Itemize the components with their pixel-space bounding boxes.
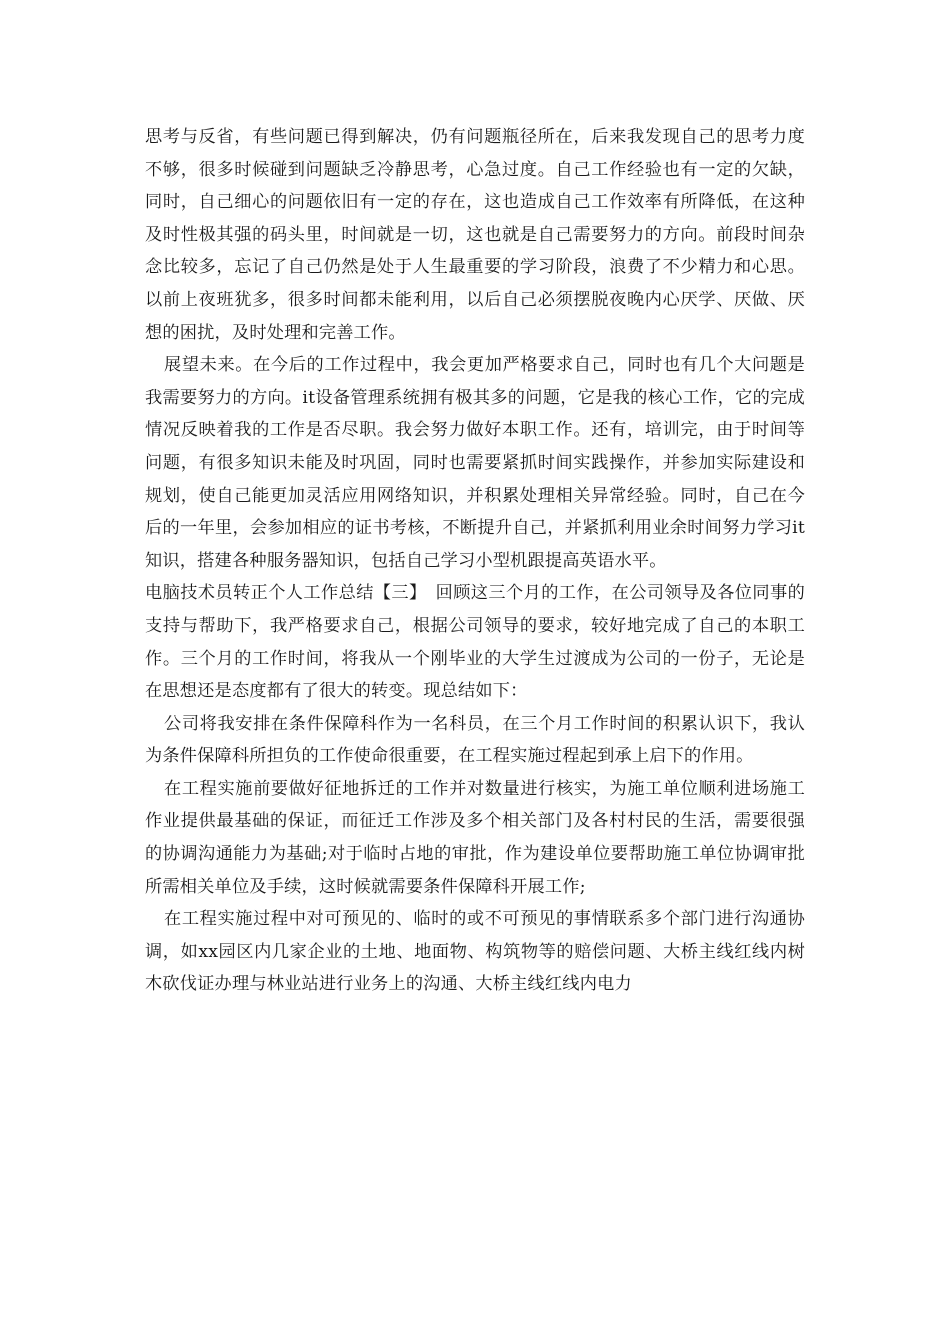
paragraph-assignment (145, 708, 805, 773)
paragraph-text: 在工程实施过程中对可预见的、临时的或不可预见的事情联系多个部门进行沟通协调，如xx园区内几家企业的土地、地面物、构筑物等的赔偿问题、大桥主线红线内树木砍伐证办理与林业站进行业务上的沟通、大桥主线红线内电力 (145, 909, 805, 995)
paragraph-outlook (145, 349, 805, 577)
paragraph-land-acquisition (145, 773, 805, 903)
paragraph-text: 公司将我安排在条件保障科作为一名科员，在三个月工作时间的积累认识下，我认为条件保障科所担负的工作使命很重要，在工程实施过程起到承上启下的作用。 (145, 713, 805, 767)
paragraph-reflection (145, 121, 805, 349)
paragraph-coordination (145, 903, 805, 1001)
paragraph-text: 在工程实施前要做好征地拆迁的工作并对数量进行核实，为施工单位顺利进场施工作业提供最基础的保证，而征迁工作涉及多个相关部门及各村村民的生活，需要很强的协调沟通能力为基础;对于临时占地的审批，作为建设单位要帮助施工单位协调审批所需相关单位及手续，这时候就需要条件保障科开展工作; (145, 778, 805, 897)
paragraph-text: 回顾这三个月的工作，在公司领导及各位同事的支持与帮助下，我严格要求自己，根据公司领导的要求，较好地完成了自己的本职工作。三个月的工作时间，将我从一个刚毕业的大学生过渡成为公司的一份子，无论是在思想还是态度都有了很大的转变。现总结如下： (145, 583, 805, 702)
paragraph-text: 展望未来。在今后的工作过程中，我会更加严格要求自己，同时也有几个大问题是我需要努力的方向。it设备管理系统拥有极其多的问题，它是我的核心工作，它的完成情况反映着我的工作是否尽职。我会努力做好本职工作。还有，培训完，由于时间等问题，有很多知识未能及时巩固，同时也需要紧抓时间实践操作，并参加实际建设和规划，使自己能更加灵活应用网络知识，并积累处理相关异常经验。同时，自己在今后的一年里，会参加相应的证书考核，不断提升自己，并紧抓利用业余时间努力学习it知识，搭建各种服务器知识，包括自己学习小型机跟提高英语水平。 (145, 355, 805, 571)
document-body (145, 121, 805, 1001)
paragraph-text: 思考与反省，有些问题已得到解决，仍有问题瓶径所在，后来我发现自己的思考力度不够，很多时候碰到问题缺乏冷静思考，心急过度。自己工作经验也有一定的欠缺，同时，自己细心的问题依旧有一定的存在，这也造成自己工作效率有所降低，在这种及时性极其强的码头里，时间就是一切，这也就是自己需要努力的方向。前段时间杂念比较多，忘记了自己仍然是处于人生最重要的学习阶段，浪费了不少精力和心思。以前上夜班犹多，很多时间都未能利用，以后自己必须摆脱夜晚内心厌学、厌做、厌想的困扰，及时处理和完善工作。 (145, 127, 805, 343)
section-heading: 电脑技术员转正个人工作总结【三】 (145, 583, 418, 604)
paragraph-section-three (145, 577, 805, 707)
